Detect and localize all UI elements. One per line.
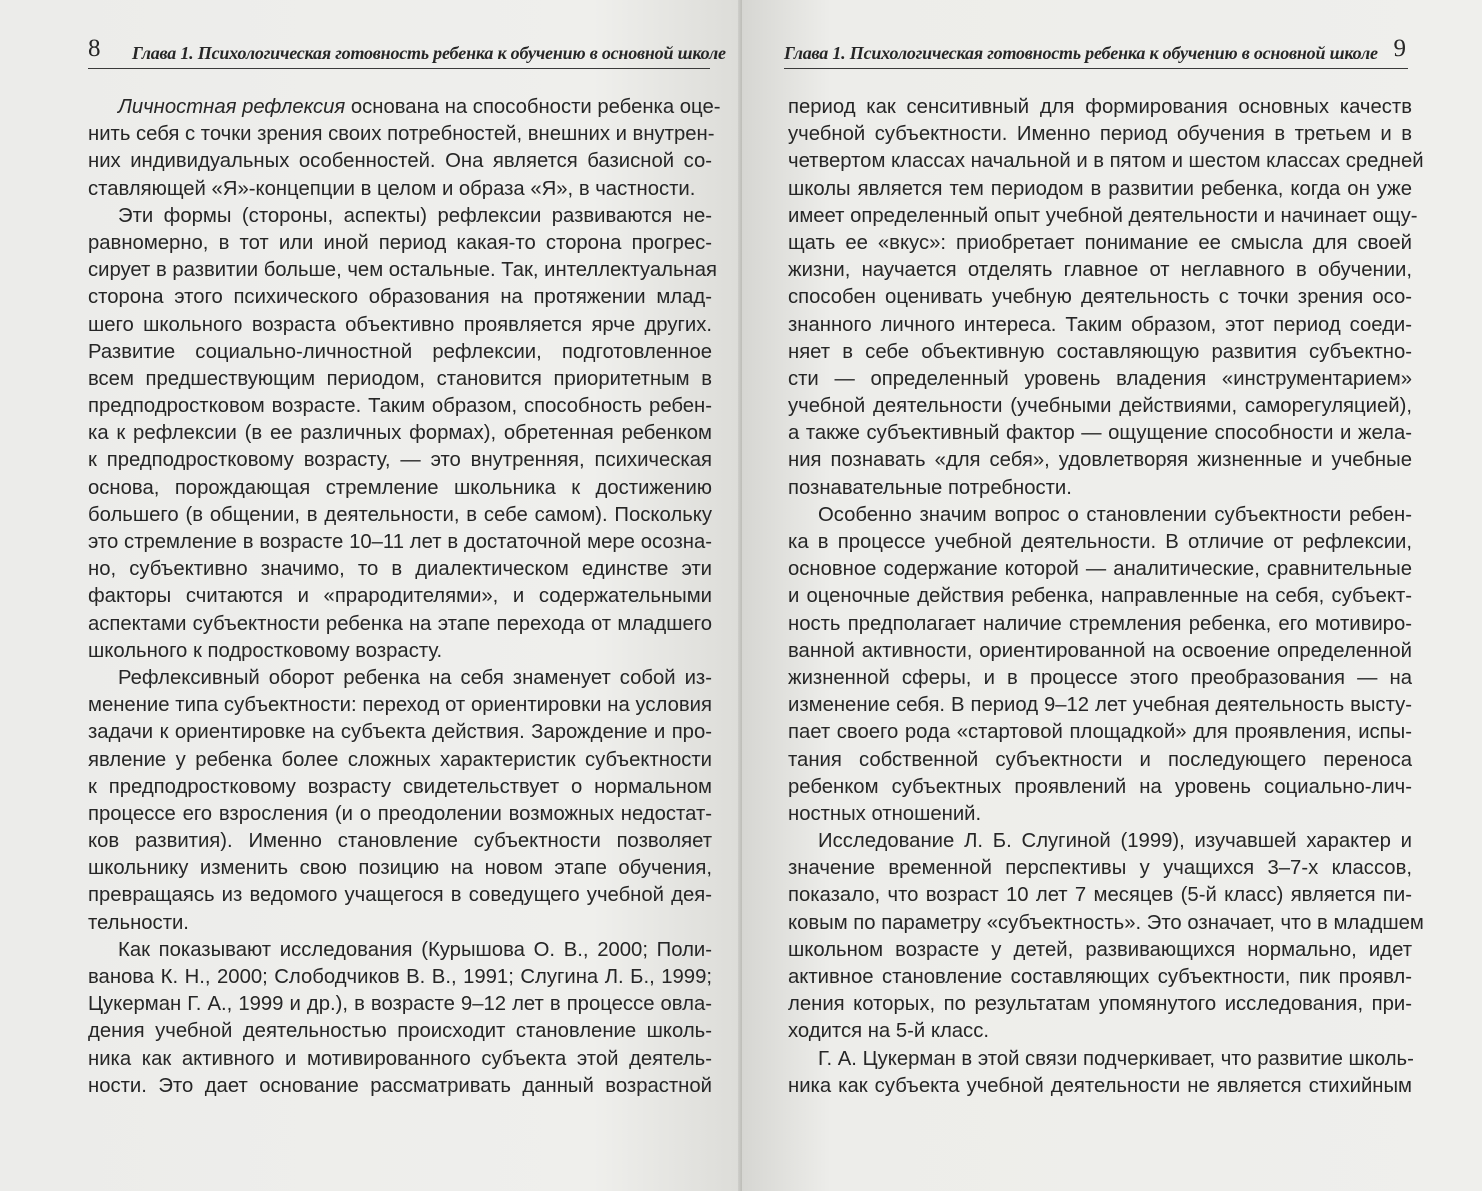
line-text: тельности. bbox=[88, 911, 189, 934]
right-page-number: 9 bbox=[1393, 35, 1406, 62]
text-line bbox=[88, 855, 712, 882]
line-text: Рефлексивный оборот ребенка на себя знаменует собой из- bbox=[118, 666, 712, 689]
line-text: Развитие социально-личностной рефлексии, подготовленное bbox=[88, 340, 712, 363]
text-line bbox=[88, 420, 712, 447]
text-line bbox=[88, 882, 712, 909]
line-text: ков развития). Именно становление субъектности позволяет bbox=[88, 830, 712, 853]
line-text: сирует в развитии больше, чем остальные. Так, интеллектуальная bbox=[88, 259, 717, 282]
text-line bbox=[788, 502, 1412, 529]
text-line bbox=[88, 1046, 712, 1073]
text-line bbox=[788, 257, 1412, 284]
text-line bbox=[88, 475, 712, 502]
text-line bbox=[88, 719, 712, 746]
line-text: шего школьного возраста объективно проявляется ярче других. bbox=[88, 313, 712, 336]
text-line bbox=[88, 312, 712, 339]
text-line bbox=[788, 148, 1424, 175]
text-line bbox=[88, 529, 712, 556]
line-text: основное содержание которой — аналитические, сравнительные bbox=[788, 558, 1412, 581]
line-text: Эти формы (стороны, аспекты) рефлексии развиваются не- bbox=[118, 204, 712, 227]
right-page-header bbox=[784, 35, 1408, 69]
line-text: основана на способности ребенка оце- bbox=[345, 96, 721, 118]
text-line bbox=[788, 774, 1412, 801]
text-line bbox=[88, 692, 712, 719]
text-line bbox=[788, 94, 1412, 121]
text-line bbox=[88, 774, 712, 801]
text-line bbox=[788, 366, 1412, 393]
text-line bbox=[88, 257, 717, 284]
text-line bbox=[788, 447, 1412, 474]
line-text: ности. Это дает основание рассматривать данный возрастной bbox=[88, 1074, 712, 1097]
line-text: ностных отношений. bbox=[788, 802, 982, 825]
line-text: ника как активного и мотивированного субъекта этой деятель- bbox=[88, 1047, 712, 1070]
text-line bbox=[88, 230, 712, 257]
text-line bbox=[88, 638, 712, 665]
text-line bbox=[88, 1018, 712, 1045]
text-line bbox=[788, 203, 1418, 230]
text-line bbox=[88, 502, 712, 529]
text-line bbox=[88, 284, 712, 311]
line-text: нить себя с точки зрения своих потребностей, внешних и внутрен- bbox=[88, 123, 715, 146]
text-line bbox=[788, 937, 1412, 964]
text-line bbox=[88, 366, 712, 393]
line-text: ставляющей «Я»-концепции в целом и образа «Я», в частности. bbox=[88, 177, 696, 200]
text-line bbox=[88, 801, 712, 828]
line-text: школы является тем периодом в развитии ребенка, когда он уже bbox=[788, 177, 1412, 200]
line-text: явление у ребенка более сложных характеристик субъектности bbox=[88, 748, 712, 771]
line-text: факторы считаются и «прародителями», и содержательными bbox=[88, 585, 712, 608]
line-text: менение типа субъектности: переход от ориентировки на условия bbox=[88, 694, 712, 717]
line-text: ребенком субъектных проявлений на уровень социально-лич- bbox=[788, 775, 1412, 798]
text-line bbox=[88, 611, 712, 638]
line-text: это стремление в возрасте 10–11 лет в достаточной мере осозна- bbox=[88, 531, 712, 553]
text-line bbox=[788, 420, 1412, 447]
text-line bbox=[788, 665, 1412, 692]
line-text: учебной субъектности. Именно период обучения в третьем и в bbox=[788, 123, 1412, 146]
text-line bbox=[88, 447, 712, 474]
line-text: няет в себе объективную составляющую развития субъектно- bbox=[788, 340, 1412, 363]
line-text: ка в процессе учебной деятельности. В отличие от рефлексии, bbox=[788, 531, 1412, 553]
line-text: познавательные потребности. bbox=[788, 476, 1072, 499]
text-line bbox=[88, 203, 712, 230]
line-text: имеет определенный опыт учебной деятельности и начинает ощу- bbox=[788, 204, 1418, 227]
left-page-number: 8 bbox=[88, 35, 101, 62]
line-text: период как сенситивный для формирования основных качеств bbox=[788, 96, 1412, 118]
line-text: активное становление составляющих субъектности, пик проявл- bbox=[788, 966, 1412, 988]
line-text: жизненной сферы, и в процессе этого преобразования — на bbox=[788, 666, 1412, 689]
line-text: значение временной перспективы у учащихся 3–7-х классов, bbox=[788, 857, 1412, 880]
line-text: ка к рефлексии (в ее различных формах), обретенная ребенком bbox=[88, 422, 712, 445]
emphasized-term: Личностная рефлексия bbox=[118, 96, 346, 118]
text-line bbox=[88, 991, 712, 1018]
line-text: и оценочные действия ребенка, направленные на себя, субъект- bbox=[788, 585, 1412, 608]
text-line bbox=[788, 312, 1412, 339]
right-running-title: Глава 1. Психологическая готовность ребенка к обучению в основной школе bbox=[784, 43, 1378, 63]
line-text: изменение себя. В период 9–12 лет учебная деятельность высту- bbox=[788, 694, 1412, 717]
line-text: знанного личного интереса. Таким образом, этот период соеди- bbox=[788, 313, 1412, 336]
line-text: превращаясь из ведомого учащегося в соведущего учебной дея- bbox=[88, 884, 712, 907]
line-text: Исследование Л. Б. Слугиной (1999), изучавшей характер и bbox=[818, 830, 1412, 853]
line-text: жизни, научается отделять главное от неглавного в обучении, bbox=[788, 259, 1412, 282]
line-text: всем предшествующим периодом, становится приоритетным в bbox=[88, 367, 712, 390]
line-text: к предподростковому возрасту, — это внутренняя, психическая bbox=[88, 449, 712, 472]
line-text: школьного к подростковому возрасту. bbox=[88, 639, 443, 662]
line-text: к предподростковому возрасту свидетельствует о нормальном bbox=[88, 775, 712, 798]
text-line bbox=[788, 964, 1412, 991]
line-text: но, субъективно значимо, то в диалектическом единстве эти bbox=[88, 558, 712, 581]
text-line bbox=[88, 937, 712, 964]
text-line bbox=[88, 393, 712, 420]
text-line bbox=[788, 719, 1412, 746]
text-line bbox=[788, 611, 1412, 638]
text-line bbox=[788, 176, 1412, 203]
text-line bbox=[88, 964, 712, 991]
text-line bbox=[788, 556, 1412, 583]
line-text: них индивидуальных особенностей. Она является базисной со- bbox=[88, 150, 712, 173]
line-text: сторона этого психического образования на протяжении млад- bbox=[88, 286, 712, 309]
line-text: основа, порождающая стремление школьника к достижению bbox=[88, 476, 712, 499]
text-line bbox=[788, 828, 1412, 855]
text-line bbox=[788, 747, 1412, 774]
line-text: аспектами субъектности ребенка на этапе перехода от младшего bbox=[88, 612, 712, 635]
left-running-title: Глава 1. Психологическая готовность ребенка к обучению в основной школе bbox=[132, 43, 726, 63]
line-text: а также субъективный фактор — ощущение способности и жела- bbox=[788, 422, 1412, 445]
line-text: ванова К. Н., 2000; Слободчиков В. В., 1991; Слугина Л. Б., 1999; bbox=[88, 966, 712, 988]
text-line bbox=[88, 121, 715, 148]
text-line bbox=[788, 1073, 1412, 1100]
line-text: сти — определенный уровень владения «инструментарием» bbox=[788, 367, 1412, 390]
line-text: ходится на 5-й класс. bbox=[788, 1020, 989, 1043]
text-line bbox=[88, 747, 712, 774]
text-line bbox=[788, 692, 1412, 719]
line-text: школьнику изменить свою позицию на новом этапе обучения, bbox=[88, 857, 712, 880]
line-text: ления которых, по результатам упомянутого исследования, при- bbox=[788, 993, 1412, 1016]
line-text: ника как субъекта учебной деятельности не является стихийным bbox=[788, 1074, 1412, 1097]
text-line bbox=[788, 1046, 1412, 1073]
text-line bbox=[788, 991, 1412, 1018]
left-page-header bbox=[88, 35, 726, 69]
text-line bbox=[88, 94, 721, 121]
line-text: учебной деятельности (учебными действиями, саморегуляцией), bbox=[788, 395, 1412, 418]
line-text: Как показывают исследования (Курышова О. В., 2000; Поли- bbox=[118, 938, 712, 961]
line-text: ния познавать «для себя», удовлетворяя жизненные и учебные bbox=[788, 449, 1412, 472]
text-line bbox=[788, 475, 1412, 502]
line-text: показало, что возраст 10 лет 7 месяцев (5-й класс) является пи- bbox=[788, 884, 1412, 907]
line-text: Цукерман Г. А., 1999 и др.), в возрасте 9–12 лет в процессе овла- bbox=[88, 993, 712, 1016]
text-line bbox=[788, 910, 1424, 937]
line-text: тания собственной субъектности и последующего переноса bbox=[788, 748, 1412, 771]
text-line bbox=[88, 339, 712, 366]
text-line bbox=[788, 529, 1412, 556]
line-text: ность предполагает наличие стремления ребенка, его мотивиро- bbox=[788, 612, 1412, 635]
line-text: предподростковом возрасте. Таким образом, способность ребен- bbox=[88, 395, 712, 418]
line-text: процессе его взросления (и о преодолении возможных недостат- bbox=[88, 802, 712, 825]
line-text: четвертом классах начальной и в пятом и шестом классах средней bbox=[788, 150, 1424, 173]
right-page-body bbox=[788, 94, 1424, 1100]
text-line bbox=[788, 583, 1412, 610]
text-line bbox=[88, 176, 712, 203]
line-text: пает своего рода «стартовой площадкой» для проявления, испы- bbox=[788, 721, 1412, 744]
text-line bbox=[788, 882, 1412, 909]
text-line bbox=[788, 855, 1412, 882]
line-text: щать ее «вкус»: приобретает понимание ее смысла для своей bbox=[788, 231, 1412, 254]
text-line bbox=[88, 910, 712, 937]
line-text: школьном возрасте у детей, развивающихся нормально, идет bbox=[788, 938, 1412, 961]
text-line bbox=[88, 148, 712, 175]
text-line bbox=[788, 393, 1412, 420]
text-line bbox=[788, 230, 1412, 257]
line-text: способен оценивать учебную деятельность с точки зрения осо- bbox=[788, 286, 1412, 309]
right-page bbox=[742, 0, 1482, 1191]
left-page-body bbox=[88, 94, 721, 1100]
text-line bbox=[788, 638, 1412, 665]
text-line bbox=[88, 1073, 712, 1100]
text-line bbox=[788, 284, 1412, 311]
line-text: Особенно значим вопрос о становлении субъектности ребен- bbox=[818, 503, 1412, 526]
text-line bbox=[788, 339, 1412, 366]
text-line bbox=[788, 121, 1412, 148]
line-text: равномерно, в тот или иной период какая-то сторона прогрес- bbox=[88, 231, 712, 254]
line-text: дения учебной деятельностью происходит становление школь- bbox=[88, 1020, 712, 1043]
line-text: Г. А. Цукерман в этой связи подчеркивает, что развитие школь- bbox=[818, 1047, 1414, 1070]
text-line bbox=[88, 828, 712, 855]
text-line bbox=[88, 665, 712, 692]
line-text: большего (в общении, в деятельности, в себе самом). Поскольку bbox=[88, 503, 712, 526]
line-text: ванной активности, ориентированной на освоение определенной bbox=[788, 639, 1412, 662]
text-line bbox=[88, 583, 712, 610]
line-text: ковым по параметру «субъектность». Это означает, что в младшем bbox=[788, 911, 1424, 934]
line-text: задачи к ориентировке на субъекта действия. Зарождение и про- bbox=[88, 721, 712, 744]
text-line bbox=[788, 1018, 1412, 1045]
text-line bbox=[788, 801, 1412, 828]
text-line bbox=[88, 556, 712, 583]
